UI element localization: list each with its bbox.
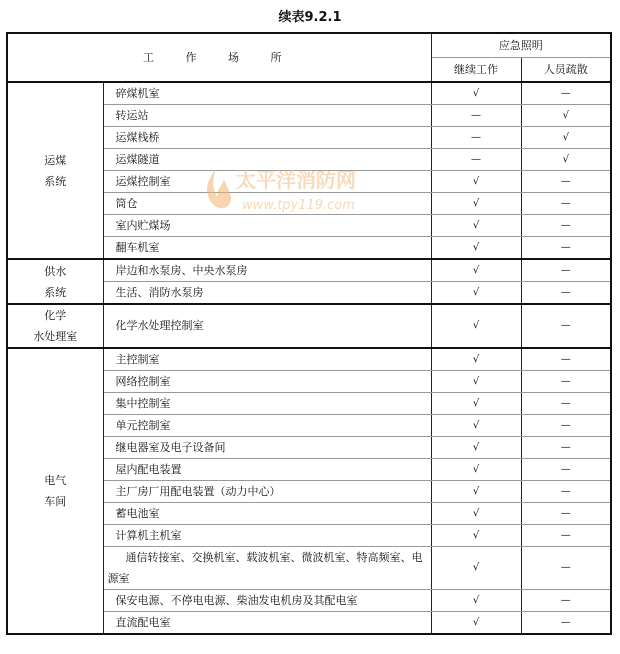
workplace-cell: 运煤隧道 [103,149,431,171]
evacuation-mark: — [521,459,611,481]
header-continue-work: 继续工作 [431,58,521,83]
continue-work-mark: √ [431,282,521,305]
workplace-cell: 蓄电池室 [103,503,431,525]
table-row [7,259,611,282]
evacuation-mark: — [521,304,611,348]
evacuation-mark: — [521,481,611,503]
continue-work-mark: √ [431,193,521,215]
continue-work-mark: √ [431,503,521,525]
continue-work-mark: √ [431,348,521,371]
continue-work-mark: √ [431,525,521,547]
workplace-cell: 碎煤机室 [103,82,431,105]
workplace-cell: 保安电源、不停电电源、柴油发电机房及其配电室 [103,590,431,612]
continue-work-mark: √ [431,612,521,635]
system-label-line: 供水 [44,264,67,278]
evacuation-mark: — [521,371,611,393]
workplace-cell: 主控制室 [103,348,431,371]
workplace-cell: 转运站 [103,105,431,127]
system-cell [7,348,103,634]
workplace-cell: 计算机主机室 [103,525,431,547]
evacuation-mark: — [521,547,611,590]
system-label-line: 化学 [44,309,67,322]
evacuation-mark: — [521,437,611,459]
workplace-cell: 生活、消防水泵房 [103,282,431,305]
table-title: 续表9.2.1 [278,10,342,25]
workplace-cell: 通信转接室、交换机室、载波机室、微波机室、特高频室、电源室 [103,547,431,590]
workplace-cell: 网络控制室 [103,371,431,393]
evacuation-mark: — [521,171,611,193]
continue-work-mark: √ [431,82,521,105]
continue-work-mark: √ [431,171,521,193]
system-cell [7,82,103,259]
evacuation-mark: — [521,237,611,260]
workplace-cell: 主厂房厂用配电装置（动力中心） [103,481,431,503]
system-label-line: 系统 [44,174,67,188]
continue-work-mark: — [431,105,521,127]
header-emergency-lighting: 应急照明 [431,33,611,58]
evacuation-mark: — [521,259,611,282]
evacuation-mark: — [521,215,611,237]
continue-work-mark: √ [431,237,521,260]
continue-work-mark: √ [431,393,521,415]
header-workplace: 工 作 场 所 [7,33,431,82]
evacuation-mark: — [521,415,611,437]
evacuation-mark: √ [521,149,611,171]
system-label-line: 电气 [44,474,67,487]
evacuation-mark: √ [521,105,611,127]
evacuation-mark: — [521,525,611,547]
evacuation-mark: — [521,82,611,105]
workplace-cell: 化学水处理控制室 [103,304,431,348]
evacuation-mark: √ [521,127,611,149]
system-cell [7,304,103,348]
evacuation-mark: — [521,590,611,612]
system-label-line: 系统 [44,285,67,299]
evacuation-mark: — [521,612,611,635]
table-row [7,304,611,348]
workplace-cell: 运煤控制室 [103,171,431,193]
watermark-cn: 太平洋消防网 [236,168,356,192]
workplace-cell: 单元控制室 [103,415,431,437]
system-label-line: 运煤 [44,153,67,167]
continue-work-mark: √ [431,437,521,459]
system-label-line: 车间 [44,495,67,508]
workplace-cell: 集中控制室 [103,393,431,415]
table-row [7,348,611,371]
workplace-cell: 继电器室及电子设备间 [103,437,431,459]
evacuation-mark: — [521,348,611,371]
continue-work-mark: √ [431,481,521,503]
evacuation-mark: — [521,282,611,305]
continue-work-mark: √ [431,215,521,237]
workplace-cell: 筒仓 [103,193,431,215]
continue-work-mark: — [431,127,521,149]
system-label-line: 水处理室 [33,330,78,343]
workplace-cell: 岸边和水泵房、中央水泵房 [103,259,431,282]
continue-work-mark: √ [431,459,521,481]
table-row [7,82,611,105]
continue-work-mark: √ [431,371,521,393]
emergency-lighting-table [6,32,612,635]
evacuation-mark: — [521,193,611,215]
continue-work-mark: √ [431,304,521,348]
continue-work-mark: √ [431,259,521,282]
continue-work-mark: — [431,149,521,171]
watermark-url: www.tpy119.com [242,198,355,213]
evacuation-mark: — [521,393,611,415]
workplace-cell: 直流配电室 [103,612,431,635]
header-evacuation: 人员疏散 [521,58,611,83]
evacuation-mark: — [521,503,611,525]
workplace-cell: 屋内配电装置 [103,459,431,481]
continue-work-mark: √ [431,547,521,590]
workplace-cell: 运煤栈桥 [103,127,431,149]
continue-work-mark: √ [431,415,521,437]
workplace-cell: 翻车机室 [103,237,431,260]
system-cell [7,259,103,304]
continue-work-mark: √ [431,590,521,612]
workplace-cell: 室内贮煤场 [103,215,431,237]
